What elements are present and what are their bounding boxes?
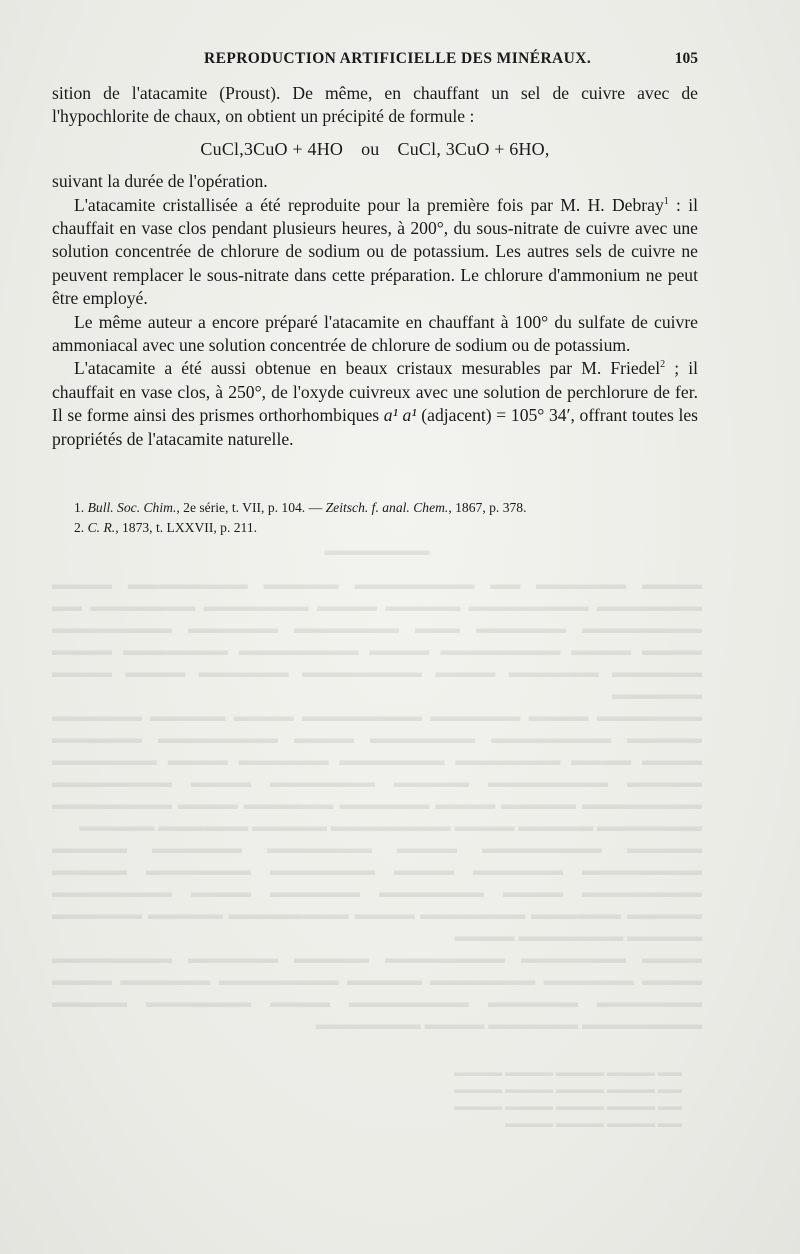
footnotes xyxy=(74,498,694,538)
paragraph-4 xyxy=(52,357,698,451)
page-header xyxy=(52,50,700,74)
footnote-1-number: 1. xyxy=(74,500,85,515)
footnote-2-journal: C. R. xyxy=(87,520,116,535)
footnote-1-ref-a: , 2e série, t. VII, p. 104. — xyxy=(176,500,326,515)
footnote-1-ref-b: , 1867, p. 378. xyxy=(448,500,527,515)
paragraph-4-text-c: (adjacent) = 105° 34′, offrant toutes les propriétés de l'atacamite naturelle. xyxy=(52,405,699,449)
footnote-2-number: 2. xyxy=(74,520,85,535)
footnote-2-ref: , 1873, t. LXXVII, p. 211. xyxy=(115,520,258,535)
footnote-1-journal-b: Zeitsch. f. anal. Chem. xyxy=(325,500,449,515)
chemical-formula xyxy=(52,138,698,161)
body-text xyxy=(52,82,698,451)
paragraph-2-text-b: : il chauffait en vase clos pendant plusieurs heures, à 200°, du sous-nitrate de cuivre avec une solution concentrée de chlorure de sodium ou de potassium. Les autres sels de cuivre ne peuvent remplacer le sous-nitrate dans cette préparation. Le chlorure d'ammonium ne peut être employé. xyxy=(52,194,698,309)
footnote-1 xyxy=(74,498,694,518)
paragraph-4-text-b: ; il chauffait en vase clos, à 250°, de l'oxyde cuivreux avec une solution de perchlorure de fer. Il se forme ainsi des prismes orthorhombiques xyxy=(52,358,698,426)
bleed-through-texture: ▬▬▬▬▬▬▬ ▬▬▬▬ ▬▬▬▬▬▬ ▬▬ ▬▬▬▬▬▬▬▬ ▬▬▬▬▬ ▬▬▬▬▬▬▬▬ ▬▬▬▬ ▬▬▬▬▬▬▬ ▬▬▬▬▬▬▬▬ ▬▬▬▬▬ ▬▬▬▬ ▬▬▬▬▬▬▬ ▬▬▬▬▬▬▬ ▬▬ ▬▬▬▬▬▬▬▬ ▬▬▬▬▬▬ ▬▬▬ ▬▬▬▬▬▬▬ ▬▬▬▬▬▬ ▬▬▬▬▬▬▬▬ ▬▬▬▬ ▬▬▬▬ ▬▬▬▬▬▬▬▬ ▬▬▬▬ ▬▬▬▬▬▬▬▬ ▬▬▬▬▬▬▬ ▬▬▬▬ ▬▬▬▬▬▬ ▬▬▬▬▬▬ ▬▬▬▬ ▬▬▬▬▬▬▬▬ ▬▬▬▬▬▬ ▬▬▬▬ ▬▬▬▬ ▬▬▬▬▬▬ ▬▬▬▬▬▬▬ ▬▬▬▬ ▬▬▬▬▬▬ ▬▬▬▬▬▬▬▬ ▬▬▬▬ ▬▬▬▬▬ ▬▬▬▬▬▬ ▬▬▬▬▬ ▬▬▬▬▬▬▬▬ ▬▬▬▬▬▬▬ ▬▬▬▬ ▬▬▬▬▬▬▬▬ ▬▬▬▬▬▬ ▬▬▬▬ ▬▬▬▬ ▬▬▬▬▬▬▬ ▬▬▬▬▬▬▬ ▬▬▬▬▬▬ ▬▬▬▬ ▬▬▬▬▬▬▬ ▬▬▬▬▬ ▬▬▬▬▬▬▬▬ ▬▬▬▬▬ ▬▬▬▬▬▬▬ ▬▬▬▬ ▬▬▬▬▬▬▬▬ ▬▬▬▬▬▬▬▬ ▬▬▬▬▬ ▬▬▬▬ ▬▬▬▬▬▬ ▬▬▬▬▬▬ ▬▬▬▬ ▬▬▬▬▬▬▬▬ ▬▬▬▬▬▬▬ ▬▬▬▬▬ ▬▬▬▬ ▬▬▬▬▬▬▬▬ ▬▬▬▬▬ ▬▬▬▬▬▬ ▬▬▬▬▬ ▬▬▬▬▬ ▬▬▬▬▬▬▬▬ ▬▬▬▬ ▬▬▬▬▬▬▬ ▬▬▬▬▬▬ ▬▬▬▬▬ ▬▬▬▬▬▬▬▬ ▬▬▬▬▬▬ ▬▬▬▬ ▬▬▬▬▬▬▬ ▬▬▬▬▬▬▬ ▬▬▬▬▬ ▬▬▬▬▬▬▬▬ ▬▬▬▬ ▬▬▬▬▬▬▬ ▬▬▬▬▬▬ ▬▬▬▬ ▬▬▬▬▬▬▬▬ ▬▬▬▬▬ ▬▬▬▬▬▬ ▬▬▬▬▬▬▬ ▬▬▬▬ ▬▬▬▬▬▬▬▬ ▬▬▬▬▬ ▬▬▬▬▬▬ ▬▬▬▬▬ ▬▬▬▬▬▬▬ ▬▬▬▬ ▬▬▬▬ ▬▬▬▬▬▬▬ ▬▬▬▬▬▬▬▬ ▬▬▬▬▬ ▬▬▬▬▬▬ ▬▬▬▬▬▬▬▬ ▬▬▬▬ ▬▬▬▬▬▬ ▬▬▬▬▬▬▬ ▬▬▬▬▬ ▬▬▬▬▬▬▬▬ ▬▬▬▬▬▬ ▬▬▬▬ ▬▬▬▬▬▬▬ ▬▬▬▬▬▬ ▬▬▬▬▬▬▬▬ ▬▬▬▬ ▬▬▬▬▬▬▬ ▬▬▬▬▬ ▬▬▬▬▬▬▬▬ ▬▬▬▬▬▬ ▬▬▬▬ ▬▬▬▬▬▬▬ ▬▬ ▬▬▬▬ ▬▬▬▬ ▬▬▬▬ ▬▬▬▬ ▬▬ ▬▬▬▬ ▬▬▬▬ ▬▬▬▬ ▬▬▬▬ ▬▬ ▬▬▬▬ ▬▬▬▬ ▬▬▬▬ ▬▬▬▬ ▬▬ ▬▬▬▬ ▬▬▬▬ ▬▬▬▬ xyxy=(52,543,702,1130)
footnote-ref-2: 2 xyxy=(660,359,666,371)
footnote-1-journal-a: Bull. Soc. Chim. xyxy=(87,500,177,515)
formula-left: CuCl,3CuO + 4HO xyxy=(200,138,344,159)
formula-right: CuCl, 3CuO + 6HO, xyxy=(397,138,550,159)
paragraph-2-text-a: L'atacamite cristallisée a été reproduite pour la première fois par M. H. Debray xyxy=(74,194,664,215)
paragraph-3: Le même auteur a encore préparé l'atacamite en chauffant à 100° du sulfate de cuivre ammoniacal avec une solution concentrée de chlorure de sodium ou de potassium. xyxy=(52,311,698,356)
paragraph-2 xyxy=(52,194,698,311)
running-title: REPRODUCTION ARTIFICIELLE DES MINÉRAUX. xyxy=(204,50,592,67)
crystal-angle-notation: a¹ a¹ xyxy=(383,405,417,426)
page-number: 105 xyxy=(674,50,698,67)
formula-or: ou xyxy=(361,138,380,159)
paragraph-4-text-a: L'atacamite a été aussi obtenue en beaux cristaux mesurables par M. Friedel xyxy=(74,358,661,379)
paragraph-1-end: suivant la durée de l'opération. xyxy=(52,171,268,192)
footnote-2 xyxy=(74,518,694,538)
paragraph-1: sition de l'atacamite (Proust). De même, en chauffant un sel de cuivre avec de l'hypochlorite de chaux, on obtient un précipité de formule : xyxy=(52,83,698,127)
footnote-ref-1: 1 xyxy=(663,195,669,207)
